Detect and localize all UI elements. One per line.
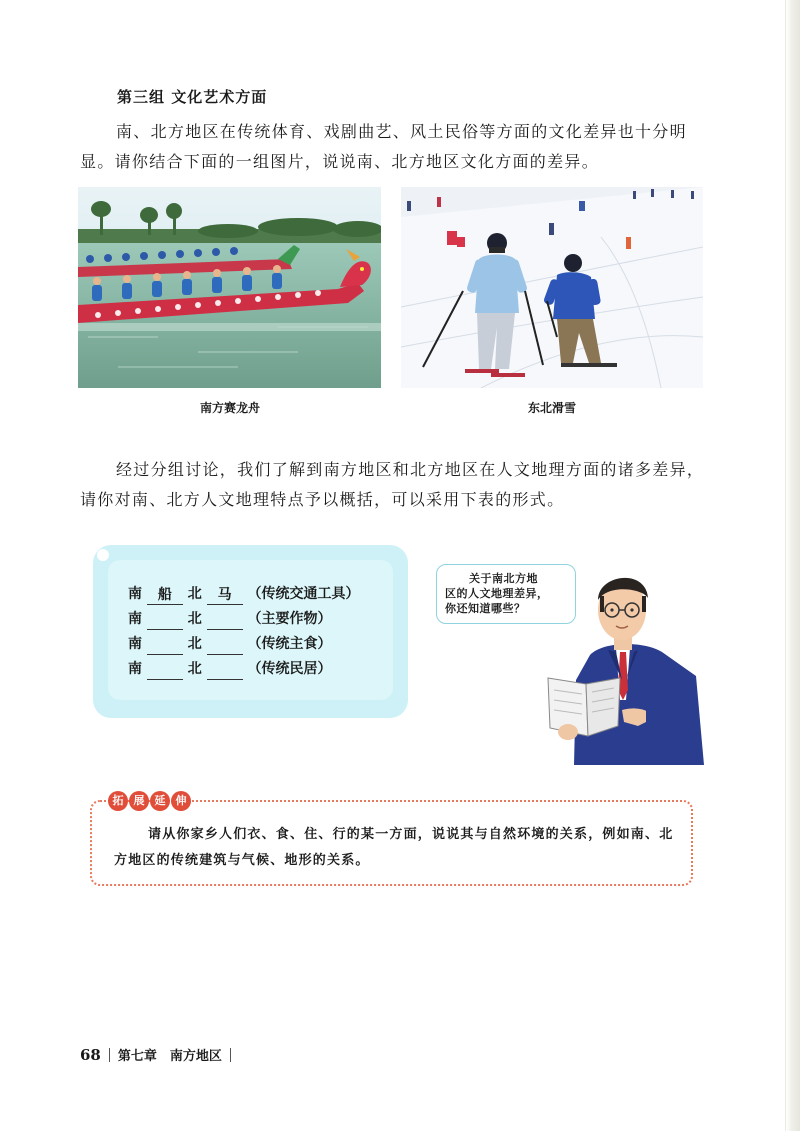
extension-badge: [108, 791, 191, 811]
badge-char: 拓: [108, 791, 128, 811]
summary-row-dwellings: [128, 658, 332, 680]
south-answer-blank[interactable]: [147, 611, 183, 630]
south-label: 南: [128, 586, 142, 602]
teacher-illustration: [546, 560, 706, 769]
page-number: 68: [80, 1045, 101, 1064]
north-answer-blank[interactable]: [207, 661, 243, 680]
south-label: 南: [128, 636, 142, 652]
badge-char: 延: [150, 791, 170, 811]
row-note: （传统民居）: [247, 661, 332, 677]
south-answer-blank[interactable]: [147, 636, 183, 655]
north-label: 北: [187, 661, 202, 677]
skiing-photo: [401, 187, 703, 388]
row-note: （传统主食）: [247, 636, 332, 652]
north-label: 北: [187, 611, 202, 627]
bubble-line-1: 关于南北方地: [469, 572, 538, 585]
north-label: 北: [187, 636, 202, 652]
page-edge: [785, 0, 800, 1131]
badge-char: 伸: [171, 791, 191, 811]
south-label: 南: [128, 661, 142, 677]
section-heading: 第三组 文化艺术方面: [117, 88, 268, 106]
summary-row-crops: [128, 608, 332, 630]
bubble-line-2: 区的人文地理差异，: [445, 587, 549, 600]
north-answer-blank[interactable]: 马: [207, 586, 243, 605]
paragraph-culture-differences: 南、北方地区在传统体育、戏剧曲艺、风土民俗等方面的文化差异也十分明显。请你结合下面的一组图片，说说南、北方地区文化方面的差异。: [80, 122, 687, 171]
summary-row-staple-food: [128, 633, 332, 655]
dragon-boat-photo: [78, 187, 381, 388]
badge-char: 展: [129, 791, 149, 811]
south-label: 南: [128, 611, 142, 627]
south-answer-blank[interactable]: 船: [147, 586, 183, 605]
footer-divider: [109, 1048, 110, 1062]
north-answer-blank[interactable]: [207, 636, 243, 655]
extension-text: 请从你家乡人们衣、食、住、行的某一方面，说说其与自然环境的关系，例如南、北方地区的传统建筑与气候、地形的关系。: [114, 827, 674, 868]
south-answer-blank[interactable]: [147, 661, 183, 680]
card-corner-dot: [97, 549, 109, 561]
row-note: （主要作物）: [247, 611, 332, 627]
paragraph-summary-instructions: 经过分组讨论，我们了解到南方地区和北方地区在人文地理方面的诸多差异，请你对南、北方人文地理特点予以概括，可以采用下表的形式。: [80, 460, 705, 509]
summary-row-transport: [128, 583, 360, 605]
dragon-boat-caption: 南方赛龙舟: [199, 401, 260, 415]
footer-divider: [230, 1048, 231, 1062]
north-label: 北: [187, 586, 202, 602]
skiing-caption: 东北滑雪: [527, 401, 576, 415]
page-footer: [80, 1045, 231, 1064]
north-answer-blank[interactable]: [207, 611, 243, 630]
bubble-line-3: 你还知道哪些？: [445, 602, 526, 615]
chapter-title: 第七章 南方地区: [117, 1049, 222, 1064]
row-note: （传统交通工具）: [247, 586, 360, 602]
